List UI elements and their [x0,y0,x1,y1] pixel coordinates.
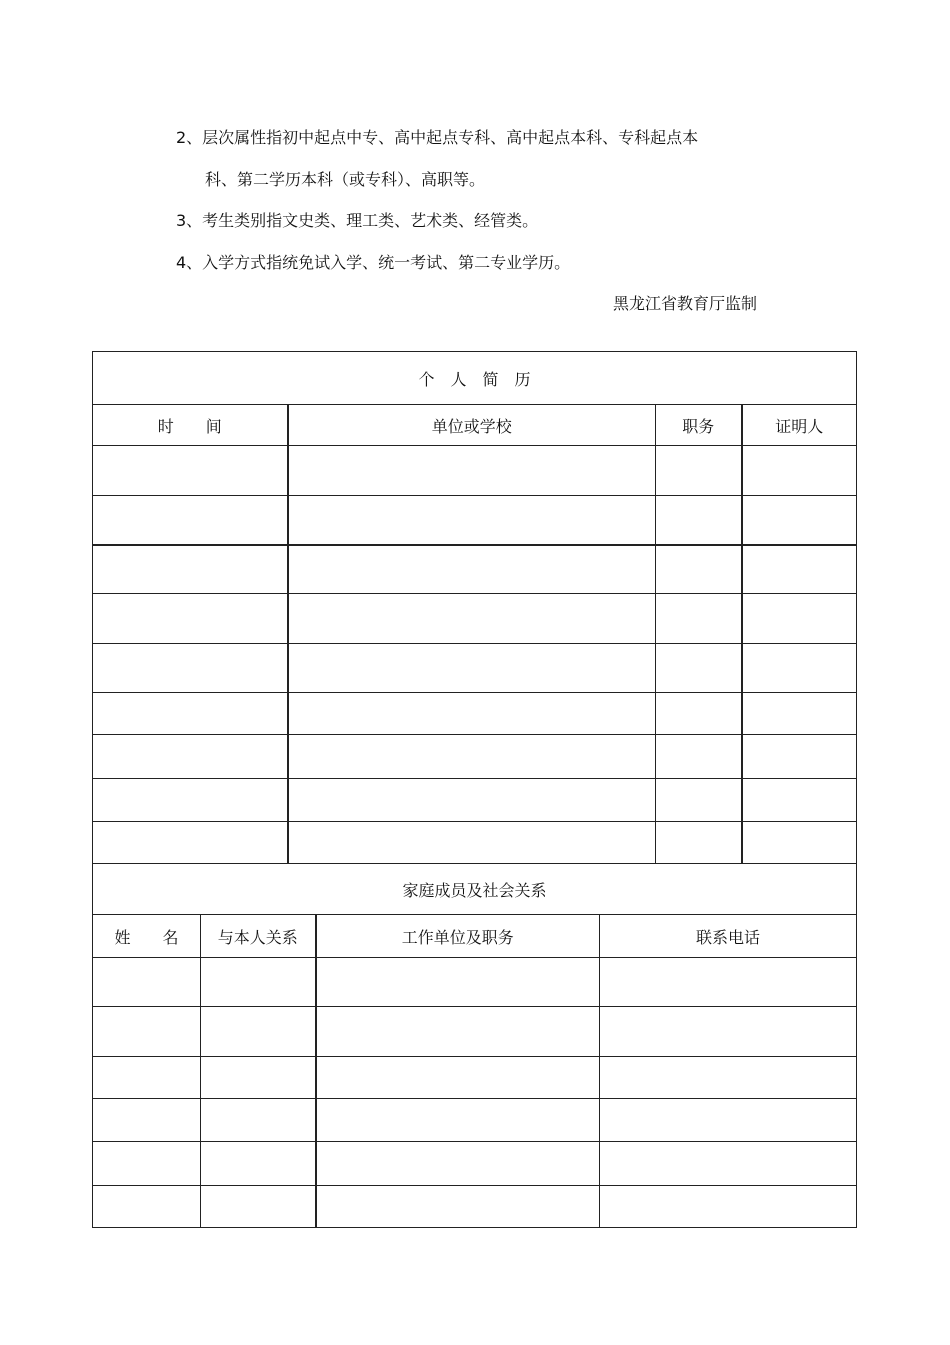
family-cell[interactable] [600,1007,857,1057]
resume-cell[interactable] [288,822,656,864]
family-cell[interactable] [93,1007,201,1057]
family-cell[interactable] [201,1186,316,1228]
resume-cell[interactable] [742,446,857,496]
resume-cell[interactable] [656,594,742,644]
family-cell[interactable] [316,958,600,1007]
family-cell[interactable] [93,1142,201,1186]
family-cell[interactable] [316,1142,600,1186]
family-cell[interactable] [600,1186,857,1228]
family-title: 家庭成员及社会关系 [93,864,857,915]
resume-cell[interactable] [288,594,656,644]
resume-cell[interactable] [93,446,288,496]
resume-cell[interactable] [742,594,857,644]
note-2-line-2: 科、第二学历本科（或专科）、高职等。 [205,170,486,189]
resume-cell[interactable] [288,496,656,545]
resume-cell[interactable] [93,735,288,779]
resume-header-unit: 单位或学校 [288,405,656,446]
resume-cell[interactable] [93,779,288,822]
resume-header-witness: 证明人 [742,405,857,446]
resume-header-position: 职务 [656,405,742,446]
resume-row [93,693,857,735]
resume-cell[interactable] [656,822,742,864]
family-row [93,1142,857,1186]
resume-row [93,496,857,545]
resume-title: 个 人 简 历 [93,352,857,405]
family-cell[interactable] [316,1057,600,1099]
resume-cell[interactable] [742,545,857,594]
resume-row [93,822,857,864]
family-cell[interactable] [600,1142,857,1186]
resume-cell[interactable] [742,779,857,822]
resume-row [93,545,857,594]
family-row [93,1057,857,1099]
resume-cell[interactable] [288,545,656,594]
resume-cell[interactable] [93,822,288,864]
family-header-work: 工作单位及职务 [316,915,600,958]
resume-cell[interactable] [742,496,857,545]
note-3: 3、考生类别指文史类、理工类、艺术类、经管类。 [176,211,539,230]
resume-cell[interactable] [742,693,857,735]
family-cell[interactable] [600,958,857,1007]
family-header-name: 姓 名 [93,915,201,958]
resume-cell[interactable] [93,594,288,644]
resume-cell[interactable] [656,735,742,779]
family-cell[interactable] [201,1007,316,1057]
resume-row [93,735,857,779]
family-row [93,1007,857,1057]
family-cell[interactable] [93,1057,201,1099]
resume-cell[interactable] [656,496,742,545]
resume-cell[interactable] [288,779,656,822]
family-cell[interactable] [316,1186,600,1228]
resume-row [93,446,857,496]
resume-cell[interactable] [656,693,742,735]
resume-cell[interactable] [656,446,742,496]
resume-cell[interactable] [288,693,656,735]
resume-cell[interactable] [742,735,857,779]
resume-cell[interactable] [656,644,742,693]
resume-cell[interactable] [288,446,656,496]
resume-row [93,594,857,644]
family-cell[interactable] [316,1099,600,1142]
supervisor-label: 黑龙江省教育厅监制 [613,294,758,313]
family-cell[interactable] [600,1099,857,1142]
note-4: 4、入学方式指统免试入学、统一考试、第二专业学历。 [176,253,571,272]
family-header-relation: 与本人关系 [201,915,316,958]
family-header-phone: 联系电话 [600,915,857,958]
family-cell[interactable] [316,1007,600,1057]
resume-cell[interactable] [93,496,288,545]
resume-header-time: 时 间 [93,405,288,446]
resume-cell[interactable] [93,644,288,693]
resume-cell[interactable] [656,545,742,594]
family-cell[interactable] [600,1057,857,1099]
resume-cell[interactable] [288,644,656,693]
family-row [93,1186,857,1228]
family-row [93,958,857,1007]
family-row [93,1099,857,1142]
family-cell[interactable] [93,1186,201,1228]
resume-cell[interactable] [288,735,656,779]
family-table [92,863,857,1228]
resume-cell[interactable] [656,779,742,822]
family-cell[interactable] [93,1099,201,1142]
resume-cell[interactable] [93,545,288,594]
resume-cell[interactable] [742,822,857,864]
resume-table [92,351,857,864]
family-cell[interactable] [201,1142,316,1186]
resume-row [93,779,857,822]
family-cell[interactable] [201,958,316,1007]
family-cell[interactable] [201,1099,316,1142]
resume-cell[interactable] [742,644,857,693]
family-cell[interactable] [93,958,201,1007]
resume-row [93,644,857,693]
note-2-line-1: 2、层次属性指初中起点中专、高中起点专科、高中起点本科、专科起点本 [176,128,699,147]
family-cell[interactable] [201,1057,316,1099]
resume-cell[interactable] [93,693,288,735]
